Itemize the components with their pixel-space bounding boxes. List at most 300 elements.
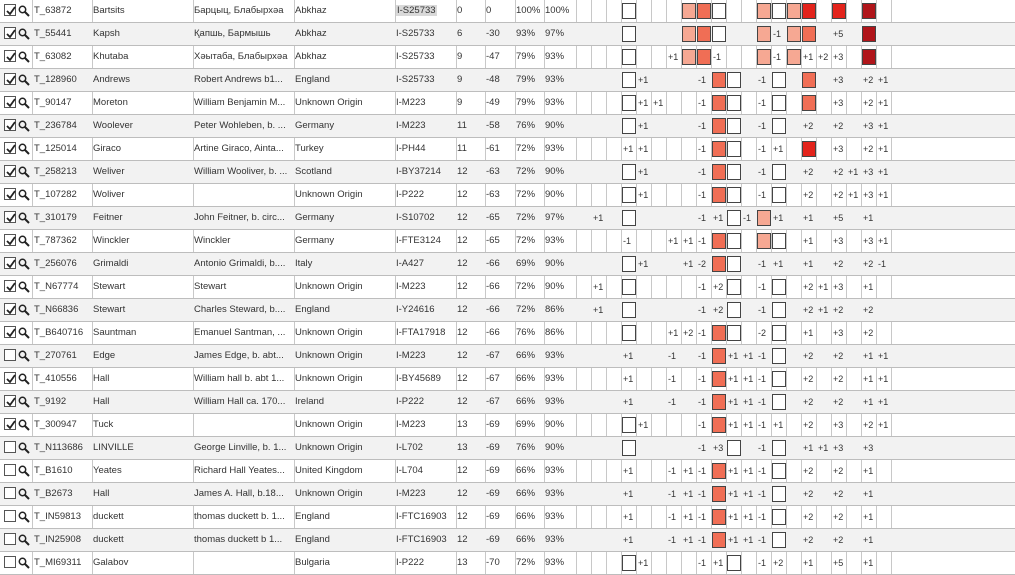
marker-box: [727, 72, 741, 88]
marker-value: +1: [638, 420, 649, 430]
score-cell-text: -70: [486, 557, 500, 568]
result-row[interactable]: [0, 391, 1015, 414]
marker-value: +1: [683, 259, 694, 269]
row-select-checkbox[interactable]: [4, 257, 16, 269]
name-cell: [193, 414, 293, 436]
percent2-cell-text: 93%: [545, 488, 565, 499]
result-row[interactable]: [0, 552, 1015, 575]
percent2-cell: [544, 69, 575, 91]
marker-value: +1: [728, 420, 739, 430]
genetic-distance-cell: [456, 552, 484, 574]
percent2-cell: [544, 437, 575, 459]
result-row[interactable]: [0, 46, 1015, 69]
marker-box: [772, 325, 786, 341]
marker-value: -1: [668, 512, 677, 522]
marker-value: +1: [638, 190, 649, 200]
name-cell-text: Барцыц, Блабырхәа: [194, 5, 284, 16]
kit-id-cell: [33, 483, 91, 505]
row-select-checkbox[interactable]: [4, 533, 16, 545]
score-cell: [485, 460, 514, 482]
result-row[interactable]: [0, 414, 1015, 437]
kit-id-cell: [33, 0, 91, 22]
surname-cell: [92, 437, 192, 459]
magnifier-icon[interactable]: [18, 419, 30, 431]
surname-cell-text: Stewart: [93, 281, 126, 292]
score-cell: [485, 506, 514, 528]
percent2-cell: [544, 322, 575, 344]
genetic-distance-cell: [456, 345, 484, 367]
surname-cell: [92, 483, 192, 505]
row-select-checkbox[interactable]: [4, 234, 16, 246]
surname-cell-text: Hall: [93, 373, 110, 384]
marker-value: -1: [698, 489, 707, 499]
surname-cell: [92, 322, 192, 344]
marker-value: +2: [863, 144, 874, 154]
marker-box: [697, 3, 711, 19]
marker-value: -1: [713, 52, 722, 62]
marker-value: +2: [863, 305, 874, 315]
origin-cell-text: Abkhaz: [295, 5, 327, 16]
haplogroup-cell: [395, 138, 455, 160]
percent1-cell-text: 66%: [516, 350, 536, 361]
magnifier-icon[interactable]: [18, 488, 30, 500]
name-cell-text: Emanuel Santman, ...: [194, 327, 286, 338]
name-cell: [193, 46, 293, 68]
marker-value: +1: [728, 512, 739, 522]
marker-box: [682, 26, 696, 42]
marker-value: +1: [668, 328, 679, 338]
name-cell: [193, 506, 293, 528]
result-row[interactable]: [0, 253, 1015, 276]
marker-box: [622, 256, 636, 272]
result-row[interactable]: [0, 506, 1015, 529]
marker-value: -1: [758, 420, 767, 430]
percent1-cell: [515, 115, 543, 137]
surname-cell-text: Hall: [93, 488, 110, 499]
marker-value: +1: [653, 98, 664, 108]
origin-cell-text: Unknown Origin: [295, 350, 363, 361]
magnifier-icon[interactable]: [18, 97, 30, 109]
row-select-checkbox[interactable]: [4, 73, 16, 85]
marker-box: [802, 141, 816, 157]
score-cell: [485, 483, 514, 505]
origin-cell: [294, 299, 394, 321]
percent2-cell: [544, 184, 575, 206]
result-row[interactable]: [0, 345, 1015, 368]
genetic-distance-cell: [456, 138, 484, 160]
haplogroup-cell: [395, 460, 455, 482]
percent1-cell-text: 66%: [516, 534, 536, 545]
marker-value: -1: [698, 213, 707, 223]
genetic-distance-cell-text: 0: [457, 5, 463, 16]
marker-value: +1: [668, 52, 679, 62]
row-select-checkbox[interactable]: [4, 4, 16, 16]
origin-cell: [294, 46, 394, 68]
marker-value: -1: [698, 466, 707, 476]
marker-box: [622, 49, 636, 65]
marker-value: +1: [878, 420, 889, 430]
marker-box: [772, 118, 786, 134]
score-cell-text: -66: [486, 281, 500, 292]
marker-value: -1: [758, 558, 767, 568]
row-select-checkbox[interactable]: [4, 349, 16, 361]
surname-cell: [92, 0, 192, 22]
result-row[interactable]: [0, 69, 1015, 92]
marker-box: [712, 371, 726, 387]
marker-box: [712, 3, 726, 19]
haplogroup-cell-text: I-Y24616: [396, 304, 435, 315]
origin-cell-text: England: [295, 304, 330, 315]
genetic-distance-cell: [456, 368, 484, 390]
magnifier-icon[interactable]: [18, 143, 30, 155]
marker-value: +3: [833, 236, 844, 246]
row-select-checkbox[interactable]: [4, 303, 16, 315]
haplogroup-cell-text: I-S10702: [396, 212, 435, 223]
result-row[interactable]: [0, 299, 1015, 322]
marker-value: +1: [803, 443, 814, 453]
marker-value: +2: [833, 351, 844, 361]
marker-value: +1: [878, 75, 889, 85]
row-select-checkbox[interactable]: [4, 27, 16, 39]
marker-value: +3: [863, 121, 874, 131]
marker-box: [682, 3, 696, 19]
marker-box: [802, 26, 816, 42]
result-row[interactable]: [0, 483, 1015, 506]
genetic-distance-cell-text: 12: [457, 304, 468, 315]
kit-id-cell-text: T_258213: [34, 166, 77, 177]
marker-value: -1: [758, 512, 767, 522]
haplogroup-cell-text: I-S25733: [396, 74, 435, 85]
marker-value: +1: [863, 213, 874, 223]
result-row[interactable]: [0, 138, 1015, 161]
kit-id-cell: [33, 207, 91, 229]
percent1-cell-text: 72%: [516, 189, 536, 200]
haplogroup-cell: [395, 253, 455, 275]
haplogroup-cell-text: I-L704: [396, 465, 423, 476]
marker-value: +1: [713, 213, 724, 223]
score-cell: [485, 69, 514, 91]
surname-cell-text: Sauntman: [93, 327, 137, 338]
genetic-distance-cell-text: 12: [457, 488, 468, 499]
genetic-distance-cell-text: 12: [457, 534, 468, 545]
percent2-cell: [544, 299, 575, 321]
percent1-cell-text: 93%: [516, 28, 536, 39]
magnifier-icon[interactable]: [18, 51, 30, 63]
genetic-distance-cell: [456, 483, 484, 505]
genetic-distance-cell: [456, 230, 484, 252]
row-select-checkbox[interactable]: [4, 50, 16, 62]
percent2-cell-text: 90%: [545, 189, 565, 200]
genetic-distance-cell-text: 12: [457, 258, 468, 269]
magnifier-icon[interactable]: [18, 557, 30, 569]
row-select-checkbox[interactable]: [4, 280, 16, 292]
result-row[interactable]: [0, 529, 1015, 552]
magnifier-icon[interactable]: [18, 258, 30, 270]
marker-value: +1: [623, 489, 634, 499]
magnifier-icon[interactable]: [18, 511, 30, 523]
haplogroup-cell: [395, 92, 455, 114]
kit-id-cell-text: T_300947: [34, 419, 77, 430]
percent1-cell: [515, 253, 543, 275]
marker-box: [622, 279, 636, 295]
percent1-cell-text: 76%: [516, 327, 536, 338]
result-row[interactable]: [0, 0, 1015, 23]
marker-box: [757, 49, 771, 65]
marker-value: -1: [758, 305, 767, 315]
result-row[interactable]: [0, 437, 1015, 460]
kit-id-cell: [33, 506, 91, 528]
magnifier-icon[interactable]: [18, 189, 30, 201]
marker-value: -1: [758, 259, 767, 269]
score-cell: [485, 368, 514, 390]
marker-value: +1: [743, 351, 754, 361]
result-row[interactable]: [0, 460, 1015, 483]
genetic-distance-cell: [456, 529, 484, 551]
result-row[interactable]: [0, 92, 1015, 115]
marker-box: [757, 26, 771, 42]
kit-id-cell-text: T_B1610: [34, 465, 73, 476]
marker-box: [727, 141, 741, 157]
surname-cell: [92, 23, 192, 45]
score-cell-text: -69: [486, 511, 500, 522]
kit-id-cell: [33, 552, 91, 574]
result-row[interactable]: [0, 115, 1015, 138]
result-row[interactable]: [0, 207, 1015, 230]
kit-id-cell: [33, 322, 91, 344]
marker-value: -1: [758, 397, 767, 407]
haplogroup-cell-text: I-P222: [396, 396, 424, 407]
marker-value: +1: [863, 466, 874, 476]
magnifier-icon[interactable]: [18, 442, 30, 454]
genetic-distance-cell-text: 12: [457, 327, 468, 338]
row-select-checkbox[interactable]: [4, 418, 16, 430]
result-row[interactable]: [0, 184, 1015, 207]
marker-value: -1: [698, 305, 707, 315]
origin-cell: [294, 207, 394, 229]
marker-box: [727, 164, 741, 180]
origin-cell: [294, 184, 394, 206]
percent1-cell: [515, 276, 543, 298]
result-row[interactable]: [0, 368, 1015, 391]
marker-value: +1: [878, 190, 889, 200]
magnifier-icon[interactable]: [18, 465, 30, 477]
origin-cell-text: Unknown Origin: [295, 442, 363, 453]
marker-value: -1: [698, 121, 707, 131]
percent2-cell: [544, 46, 575, 68]
marker-box: [757, 210, 771, 226]
marker-value: -1: [698, 167, 707, 177]
row-select-checkbox[interactable]: [4, 326, 16, 338]
marker-value: -1: [698, 236, 707, 246]
marker-value: +1: [743, 535, 754, 545]
marker-value: +2: [803, 305, 814, 315]
kit-id-cell-text: T_55441: [34, 28, 72, 39]
genetic-distance-cell: [456, 460, 484, 482]
marker-box: [712, 348, 726, 364]
haplogroup-cell-text: I-FTC16903: [396, 534, 447, 545]
result-row[interactable]: [0, 230, 1015, 253]
percent1-cell: [515, 368, 543, 390]
row-select-checkbox[interactable]: [4, 372, 16, 384]
marker-value: +1: [773, 420, 784, 430]
marker-value: +1: [638, 98, 649, 108]
row-select-checkbox[interactable]: [4, 441, 16, 453]
name-cell-text: William Wooliver, b. ...: [194, 166, 288, 177]
row-select-checkbox[interactable]: [4, 119, 16, 131]
surname-cell-text: Feitner: [93, 212, 123, 223]
magnifier-icon[interactable]: [18, 166, 30, 178]
percent2-cell-text: 86%: [545, 327, 565, 338]
origin-cell-text: England: [295, 534, 330, 545]
percent2-cell: [544, 529, 575, 551]
marker-value: +1: [623, 144, 634, 154]
name-cell: [193, 0, 293, 22]
percent2-cell: [544, 506, 575, 528]
magnifier-icon[interactable]: [18, 304, 30, 316]
name-cell: [193, 529, 293, 551]
name-cell: [193, 552, 293, 574]
percent2-cell: [544, 23, 575, 45]
marker-box: [622, 26, 636, 42]
percent1-cell: [515, 46, 543, 68]
magnifier-icon[interactable]: [18, 120, 30, 132]
result-row[interactable]: [0, 23, 1015, 46]
surname-cell: [92, 69, 192, 91]
result-row[interactable]: [0, 276, 1015, 299]
marker-value: +1: [803, 236, 814, 246]
marker-box: [622, 440, 636, 456]
row-select-checkbox[interactable]: [4, 556, 16, 568]
marker-value: +3: [833, 144, 844, 154]
marker-value: -1: [758, 535, 767, 545]
surname-cell: [92, 529, 192, 551]
name-cell: [193, 460, 293, 482]
magnifier-icon[interactable]: [18, 235, 30, 247]
kit-id-cell-text: T_N67774: [34, 281, 79, 292]
percent1-cell: [515, 391, 543, 413]
magnifier-icon[interactable]: [18, 350, 30, 362]
origin-cell: [294, 0, 394, 22]
kit-id-cell-text: T_IN59813: [34, 511, 82, 522]
magnifier-icon[interactable]: [18, 28, 30, 40]
result-row[interactable]: [0, 161, 1015, 184]
percent2-cell-text: 90%: [545, 419, 565, 430]
name-cell: [193, 184, 293, 206]
percent2-cell-text: 100%: [545, 5, 570, 16]
percent1-cell-text: 76%: [516, 442, 536, 453]
score-cell-text: -65: [486, 235, 500, 246]
genetic-distance-cell: [456, 391, 484, 413]
row-select-checkbox[interactable]: [4, 211, 16, 223]
haplogroup-cell: [395, 69, 455, 91]
percent1-cell: [515, 529, 543, 551]
magnifier-icon[interactable]: [18, 5, 30, 17]
kit-id-cell: [33, 345, 91, 367]
marker-value: -1: [758, 144, 767, 154]
marker-box: [622, 3, 636, 19]
marker-box: [772, 371, 786, 387]
row-select-checkbox[interactable]: [4, 487, 16, 499]
row-select-checkbox[interactable]: [4, 96, 16, 108]
genetic-distance-cell: [456, 69, 484, 91]
percent2-cell-text: 93%: [545, 557, 565, 568]
magnifier-icon[interactable]: [18, 212, 30, 224]
origin-cell: [294, 345, 394, 367]
percent2-cell: [544, 414, 575, 436]
score-cell-text: 0: [486, 5, 492, 16]
result-row[interactable]: [0, 322, 1015, 345]
marker-box: [727, 118, 741, 134]
name-cell-text: Stewart: [194, 281, 227, 292]
score-cell-text: -67: [486, 373, 500, 384]
kit-id-cell-text: T_128960: [34, 74, 77, 85]
marker-value: +5: [833, 558, 844, 568]
marker-value: +1: [683, 535, 694, 545]
row-select-checkbox[interactable]: [4, 510, 16, 522]
row-select-checkbox[interactable]: [4, 395, 16, 407]
surname-cell-text: Stewart: [93, 304, 126, 315]
marker-value: +2: [833, 397, 844, 407]
genetic-distance-cell-text: 12: [457, 465, 468, 476]
magnifier-icon[interactable]: [18, 534, 30, 546]
surname-cell-text: Woliver: [93, 189, 125, 200]
score-cell-text: -69: [486, 488, 500, 499]
magnifier-icon[interactable]: [18, 327, 30, 339]
surname-cell-text: Weliver: [93, 166, 125, 177]
score-cell-text: -69: [486, 442, 500, 453]
kit-id-cell-text: T_236784: [34, 120, 77, 131]
row-select-checkbox[interactable]: [4, 464, 16, 476]
percent2-cell-text: 93%: [545, 350, 565, 361]
score-cell-text: -69: [486, 465, 500, 476]
row-select-checkbox[interactable]: [4, 188, 16, 200]
marker-box: [727, 302, 741, 318]
surname-cell-text: Khutaba: [93, 51, 129, 62]
row-select-checkbox[interactable]: [4, 142, 16, 154]
row-select-checkbox[interactable]: [4, 165, 16, 177]
surname-cell: [92, 161, 192, 183]
kit-id-cell-text: T_N66836: [34, 304, 79, 315]
marker-value: -1: [698, 512, 707, 522]
genetic-distance-cell-text: 12: [457, 189, 468, 200]
kit-id-cell-text: T_N113686: [34, 442, 83, 453]
marker-value: +1: [638, 259, 649, 269]
marker-value: -1: [698, 420, 707, 430]
origin-cell: [294, 391, 394, 413]
marker-value: +1: [848, 167, 859, 177]
score-cell-text: -69: [486, 534, 500, 545]
haplogroup-cell: [395, 529, 455, 551]
haplogroup-cell-text: I-S25733: [396, 51, 435, 62]
marker-value: +2: [833, 305, 844, 315]
genetic-distance-cell-text: 12: [457, 396, 468, 407]
magnifier-icon[interactable]: [18, 74, 30, 86]
marker-box: [712, 256, 726, 272]
surname-cell: [92, 230, 192, 252]
magnifier-icon[interactable]: [18, 373, 30, 385]
name-cell-text: James A. Hall, b.18...: [194, 488, 284, 499]
marker-value: +1: [623, 351, 634, 361]
marker-value: +1: [623, 374, 634, 384]
marker-box: [712, 26, 726, 42]
marker-value: -1: [668, 466, 677, 476]
name-cell: [193, 322, 293, 344]
percent1-cell: [515, 184, 543, 206]
magnifier-icon[interactable]: [18, 396, 30, 408]
magnifier-icon[interactable]: [18, 281, 30, 293]
surname-cell-text: Bartsits: [93, 5, 125, 16]
percent1-cell: [515, 460, 543, 482]
